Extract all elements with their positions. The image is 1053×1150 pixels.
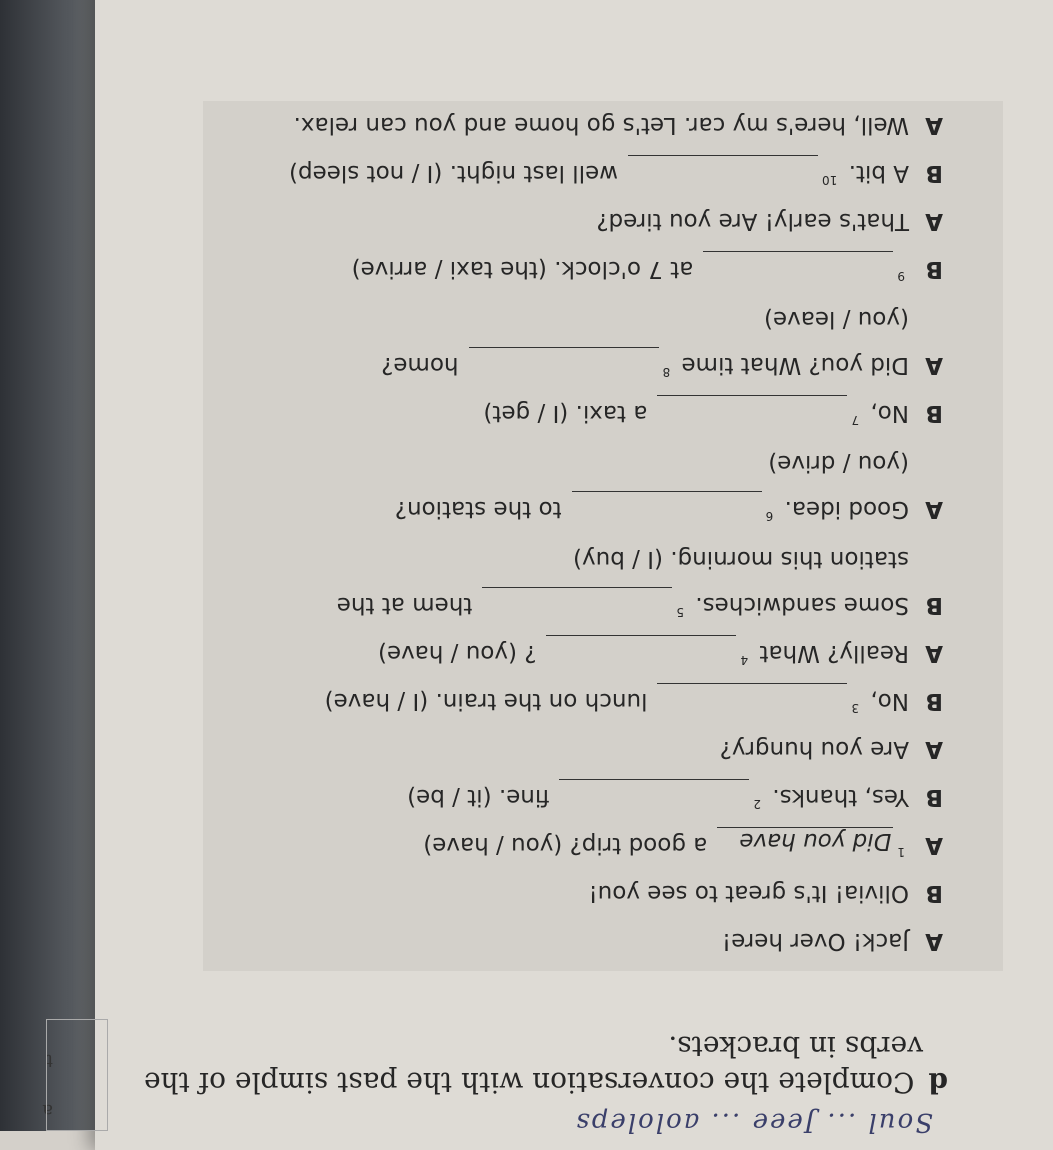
answer-blank[interactable] [572, 491, 762, 514]
dialogue-line [722, 926, 943, 956]
line-text: Jack! Over here! [721, 928, 909, 954]
speaker-label: B [925, 256, 943, 282]
speaker-label: B [925, 784, 943, 810]
line-text: Well, here's my car. Let's go home and you can relax. [293, 112, 909, 138]
margin-letter: a [42, 1100, 53, 1121]
line-text: Did you? What time [674, 352, 909, 378]
dialogue-line [483, 395, 943, 428]
line-text: Olivia! It's great to see you! [588, 880, 909, 906]
instruction-line-2: verbs in brackets. [668, 1030, 923, 1063]
line-text: fine. (it / be) [407, 784, 550, 810]
right-margin-box [46, 1019, 108, 1131]
blank-number: 5 [676, 605, 685, 619]
line-text: ? (you / have) [377, 640, 537, 666]
instruction-line-1: Complete the conversation with the past simple of the [144, 1066, 915, 1099]
blank-number: 2 [753, 797, 762, 811]
speaker-label: A [925, 496, 943, 522]
dialogue-line [395, 491, 943, 524]
speaker-label: A [925, 208, 943, 234]
dialogue-line [294, 110, 943, 140]
line-text: at 7 o'clock. (the taxi / arrive) [351, 256, 694, 282]
answer-blank[interactable] [703, 251, 893, 274]
line-text: No, [863, 400, 909, 426]
line-text: to the station? [394, 496, 562, 522]
line-text: A bit. [841, 160, 909, 186]
line-text: well last night. (I / not sleep) [289, 160, 619, 186]
line-text: a taxi. (I / get) [483, 400, 648, 426]
speaker-label: A [925, 112, 943, 138]
speaker-label: B [925, 880, 943, 906]
speaker-label: A [925, 832, 943, 858]
line-text: Really? What [752, 640, 909, 666]
line-text: lunch on the train. (I / have) [324, 688, 648, 714]
speaker-label: B [925, 400, 943, 426]
line-text: home? [381, 352, 459, 378]
speaker-label: A [925, 928, 943, 954]
blank-number: 3 [851, 701, 860, 715]
blank-number: 10 [822, 173, 838, 187]
answer-blank[interactable] [469, 347, 659, 370]
line-text: Are you hungry? [719, 736, 909, 762]
blank-number: 4 [740, 653, 749, 667]
blank-number: 8 [662, 365, 671, 379]
dialogue-line [588, 878, 943, 908]
answer-blank[interactable] [628, 155, 818, 178]
dialogue-line [325, 683, 943, 716]
continuation-text: (you / leave) [764, 306, 909, 332]
answer-blank[interactable] [559, 779, 749, 802]
exercise-letter: d [928, 1066, 948, 1099]
line-text: No, [863, 688, 909, 714]
answer-blank[interactable] [657, 395, 847, 418]
line-text: them at the [336, 592, 473, 618]
speaker-label: B [925, 160, 943, 186]
speaker-label: B [925, 592, 943, 618]
dialogue-line [720, 734, 943, 764]
answer-blank[interactable] [482, 587, 672, 610]
answer-blank[interactable] [657, 683, 847, 706]
blank-number: 7 [851, 413, 860, 427]
line-text: Some sandwiches. [688, 592, 909, 618]
speaker-label: B [925, 688, 943, 714]
answer-blank[interactable] [547, 635, 737, 658]
dialogue-line [596, 206, 943, 236]
answer-blank: Did you have [717, 827, 893, 854]
dialogue-line [352, 251, 943, 284]
line-text: a good trip? (you / have) [423, 832, 708, 858]
dialogue-line [378, 635, 943, 668]
line-text: Yes, thanks. [765, 784, 909, 810]
dialogue-line [407, 779, 943, 812]
speaker-label: A [925, 736, 943, 762]
dialogue-line [423, 827, 943, 860]
dialogue-line [289, 155, 943, 188]
exercise-heading [144, 1063, 948, 1101]
blank-number: 9 [897, 269, 905, 283]
line-text: Good idea. [777, 496, 909, 522]
continuation-text: (you / drive) [768, 450, 909, 476]
blank-number: 6 [765, 509, 774, 523]
handwritten-scribble: Soul ... Jeee ... aololeps [574, 1107, 933, 1137]
margin-letter: t [45, 1050, 53, 1071]
dialogue-line [337, 587, 943, 620]
line-text: That's early! Are you tired? [596, 208, 909, 234]
continuation-text: station this morning. (I / buy) [573, 546, 909, 572]
dialogue-line [381, 347, 943, 380]
blank-number: 1 [897, 845, 905, 859]
speaker-label: A [925, 352, 943, 378]
speaker-label: A [925, 640, 943, 666]
